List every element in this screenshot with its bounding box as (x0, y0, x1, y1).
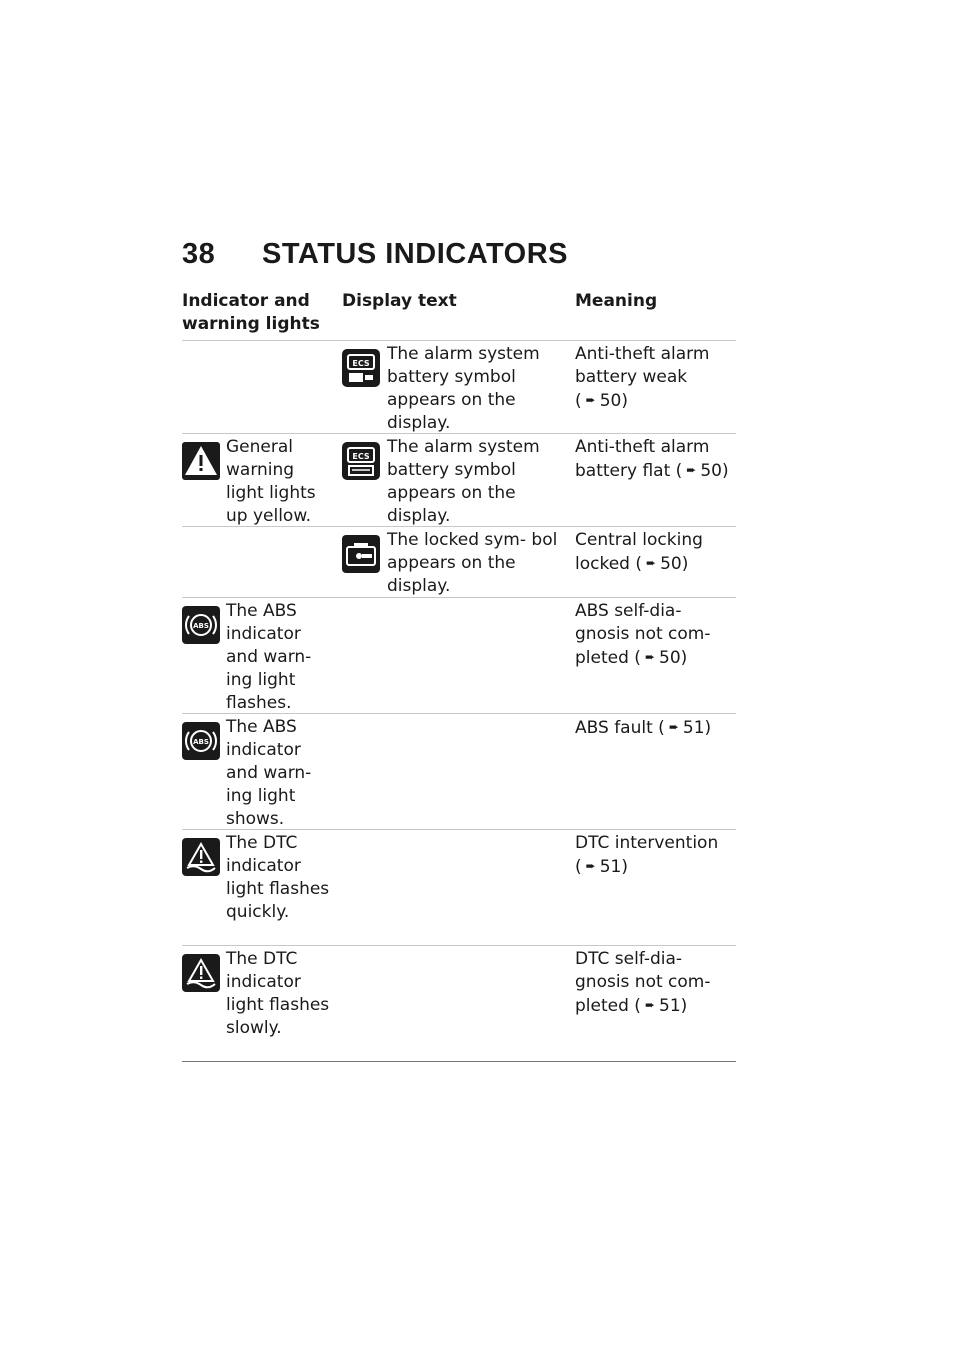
page-reference-number: 51 (682, 718, 705, 738)
meaning-text: Anti-theft alarm battery flat (575, 437, 710, 481)
indicator-text: The DTC indicator light flashes slowly. (226, 949, 330, 1038)
arrow-icon: ➨ (686, 463, 697, 477)
table-row (182, 340, 736, 433)
page-reference[interactable]: ( ➨ 51) (634, 996, 688, 1016)
meaning-cell (575, 948, 736, 1018)
alarm-battery-icon (342, 442, 380, 487)
table-row (182, 713, 736, 829)
table-row (182, 526, 736, 597)
svg-text:ECS: ECS (352, 452, 370, 461)
locked-icon (342, 535, 380, 580)
page-reference-number: 51 (659, 996, 681, 1016)
display-text: The locked sym- bol appears on the display. (387, 530, 558, 596)
page-reference-number: 50 (599, 391, 622, 411)
page-title: STATUS INDICATORS (262, 238, 569, 270)
abs-icon (182, 606, 220, 651)
meaning-cell (575, 529, 736, 576)
page-number: 38 (182, 238, 216, 270)
meaning-cell (575, 832, 736, 879)
svg-text:ABS: ABS (193, 738, 209, 746)
page-reference[interactable]: ( ➨ 50) (635, 554, 689, 574)
alarm-battery-icon (342, 349, 380, 394)
dtc-icon (182, 954, 220, 999)
column-header-display: Display text (342, 291, 457, 311)
indicator-text: The ABS indicator and warn- ing light flashes. (226, 601, 312, 713)
meaning-text: DTC intervention (575, 833, 719, 853)
page-reference[interactable]: ( ➨ 50) (675, 461, 729, 481)
column-header-indicator: Indicator and warning lights (182, 291, 320, 334)
indicator-text: General warning light lights up yellow. (226, 437, 316, 526)
arrow-icon: ➨ (585, 393, 596, 407)
indicator-text: The ABS indicator and warn- ing light shows. (226, 717, 312, 829)
meaning-cell (575, 600, 736, 670)
page-reference-number: 50 (700, 461, 722, 481)
svg-text:ECS: ECS (352, 359, 370, 368)
page-reference-number: 50 (659, 648, 681, 668)
meaning-text: ABS self-dia- gnosis not com- pleted (575, 601, 711, 668)
svg-text:ABS: ABS (193, 622, 209, 630)
meaning-cell (575, 716, 736, 740)
page-reference-number: 51 (599, 857, 622, 877)
table-row (182, 945, 736, 1062)
meaning-text: Anti-theft alarm battery weak (575, 344, 710, 387)
status-table (182, 290, 736, 1062)
dtc-icon (182, 838, 220, 883)
meaning-cell (575, 343, 736, 413)
page-reference[interactable]: ( ➨ 51) (658, 718, 712, 738)
indicator-text: The DTC indicator light flashes quickly. (226, 833, 330, 922)
display-text: The alarm system battery symbol appears on the display. (387, 344, 540, 433)
column-header-meaning: Meaning (575, 291, 658, 311)
page-reference-number: 50 (660, 554, 682, 574)
arrow-icon: ➨ (644, 998, 655, 1012)
page-reference[interactable]: ( ➨ 51) (575, 857, 628, 877)
general-warning-icon (182, 442, 220, 487)
meaning-text: DTC self-dia- gnosis not com- pleted (575, 949, 711, 1016)
page-reference[interactable]: ( ➨ 50) (575, 391, 628, 411)
page-reference[interactable]: ( ➨ 50) (634, 648, 688, 668)
display-text: The alarm system battery symbol appears on the display. (387, 437, 540, 526)
arrow-icon: ➨ (644, 650, 655, 664)
table-row (182, 829, 736, 945)
abs-icon (182, 722, 220, 767)
arrow-icon: ➨ (646, 556, 657, 570)
meaning-text: ABS fault (575, 718, 653, 738)
arrow-icon: ➨ (585, 859, 596, 873)
table-header (182, 290, 736, 340)
page-header (182, 238, 568, 271)
meaning-cell (575, 436, 736, 483)
meaning-text: Central locking locked (575, 530, 703, 574)
arrow-icon: ➨ (668, 720, 679, 734)
table-row (182, 433, 736, 526)
table-row (182, 597, 736, 713)
